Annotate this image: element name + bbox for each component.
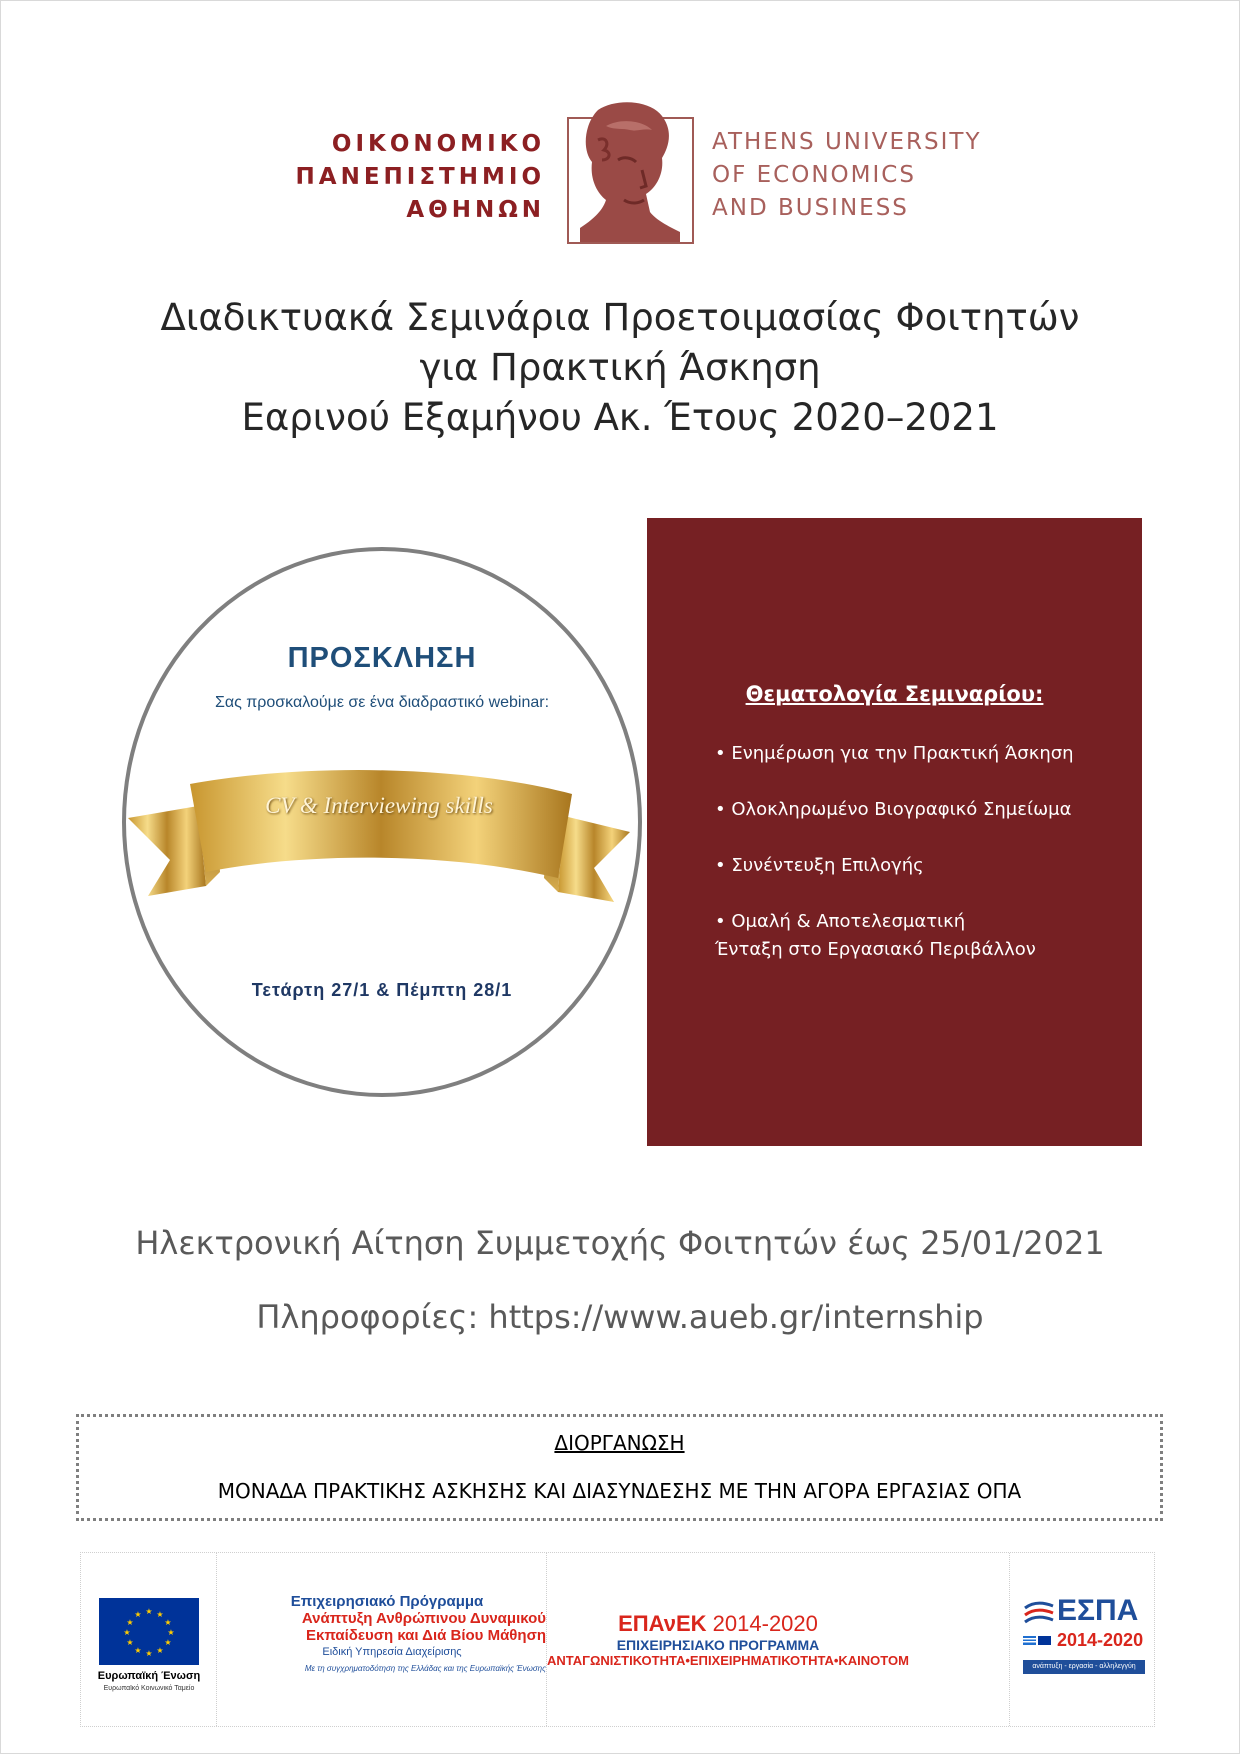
epanek-line: ΕΠΙΧΕΙΡΗΣΙΑΚΟ ΠΡΟΓΡΑΜΜΑ — [616, 1637, 820, 1653]
svg-text:★: ★ — [156, 1610, 164, 1619]
logo-greek-name — [200, 128, 545, 227]
invitation-heading: ΠΡΟΣΚΛΗΣΗ — [287, 642, 477, 674]
title-line: Διαδικτυακά Σεμινάρια Προετοιμασίας Φοιτητών — [160, 296, 1080, 339]
hermes-bust-icon — [558, 100, 698, 245]
info-link[interactable]: Πληροφορίες: https://www.aueb.gr/internship — [256, 1298, 984, 1336]
topic-item — [715, 908, 1135, 964]
organizer-box — [76, 1414, 1163, 1521]
university-logo — [200, 100, 1040, 250]
op-line: Επιχειρησιακό Πρόγραμμα — [290, 1593, 484, 1610]
svg-text:★: ★ — [164, 1638, 172, 1647]
topics-list — [715, 740, 1135, 992]
eu-sublabel: Ευρωπαϊκό Κοινωνικό Ταμείο — [103, 1685, 195, 1692]
operational-programme-logo — [218, 1593, 546, 1673]
espa-name: ΕΣΠΑ — [1057, 1594, 1139, 1627]
svg-text:★: ★ — [134, 1646, 142, 1655]
topic-text: • Ενημέρωση για την Πρακτική Άσκηση — [715, 743, 1074, 764]
svg-text:★: ★ — [145, 1649, 153, 1658]
topic-item — [715, 740, 1135, 768]
svg-text:★: ★ — [123, 1628, 131, 1637]
svg-text:★: ★ — [156, 1646, 164, 1655]
op-line: Με τη συγχρηματοδότηση της Ελλάδας και της Ευρωπαϊκής Ένωσης — [304, 1664, 546, 1673]
ribbon-text: CV & Interviewing skills — [265, 793, 493, 818]
logo-greek-line: ΠΑΝΕΠΙΣΤΗΜΙΟ — [295, 164, 545, 190]
title-line: Εαρινού Εξαμήνου Ακ. Έτους 2020–2021 — [241, 396, 999, 439]
epanek-years: 2014-2020 — [712, 1611, 818, 1636]
eu-label: Ευρωπαϊκή Ένωση — [97, 1670, 201, 1682]
topics-heading: Θεματολογία Σεμιναρίου: — [745, 682, 1044, 706]
invitation-subtitle: Σας προσκαλούμε σε ένα διαδραστικό webinar: — [214, 694, 550, 711]
espa-logo — [1023, 1594, 1145, 1678]
espa-tagline: ανάπτυξη - εργασία - αλληλεγγύη — [1023, 1660, 1145, 1674]
funding-footer — [80, 1552, 1155, 1727]
gold-ribbon-icon — [128, 768, 630, 908]
svg-text:★: ★ — [164, 1618, 172, 1627]
logo-english-name — [712, 126, 1042, 225]
footer-divider — [216, 1553, 217, 1726]
svg-text:★: ★ — [145, 1607, 153, 1616]
logo-english-line: ATHENS UNIVERSITY — [712, 129, 982, 155]
greek-eu-flags-icon — [1023, 1634, 1053, 1652]
espa-years: 2014-2020 — [1057, 1630, 1144, 1650]
logo-greek-line: ΑΘΗΝΩΝ — [406, 197, 545, 223]
epanek-line: ΑΝΤΑΓΩΝΙΣΤΙΚΟΤΗΤΑ•ΕΠΙΧΕΙΡΗΜΑΤΙΚΟΤΗΤΑ•ΚΑΙΝΟΤΟΜ — [547, 1653, 909, 1668]
op-line: Ανάπτυξη Ανθρώπινου Δυναμικού — [301, 1610, 546, 1627]
eu-flag-icon — [99, 1598, 199, 1665]
op-line: Εκπαίδευση και Διά Βίου Μάθηση — [305, 1627, 546, 1644]
application-deadline: Ηλεκτρονική Αίτηση Συμμετοχής Φοιτητών έως 25/01/2021 — [135, 1224, 1105, 1262]
page-title — [60, 293, 1180, 443]
topic-text-continued: Ένταξη στο Εργασιακό Περιβάλλον — [715, 939, 1036, 960]
footer-divider — [1009, 1553, 1010, 1726]
invitation-dates: Τετάρτη 27/1 & Πέμπτη 28/1 — [251, 980, 513, 1000]
topic-text: • Συνέντευξη Επιλογής — [715, 855, 924, 876]
logo-english-line: OF ECONOMICS — [712, 162, 916, 188]
epanek-logo — [547, 1611, 909, 1668]
topic-item — [715, 852, 1135, 880]
epanek-name: ΕΠΑνΕΚ — [618, 1611, 707, 1636]
title-line: για Πρακτική Άσκηση — [419, 346, 821, 389]
topic-text: • Ολοκληρωμένο Βιογραφικό Σημείωμα — [715, 799, 1072, 820]
espa-waves-icon — [1023, 1600, 1055, 1630]
organizer-label: ΔΙΟΡΓΑΝΩΣΗ — [554, 1431, 685, 1455]
logo-english-line: AND BUSINESS — [712, 195, 909, 221]
topics-panel — [647, 518, 1142, 1146]
topic-text: • Ομαλή & Αποτελεσματική — [715, 911, 966, 932]
topic-item — [715, 796, 1135, 824]
logo-greek-line: ΟΙΚΟΝΟΜΙΚΟ — [331, 131, 545, 157]
svg-text:★: ★ — [134, 1610, 142, 1619]
svg-text:★: ★ — [126, 1638, 134, 1647]
epanek-title — [547, 1611, 889, 1637]
organizer-name: ΜΟΝΑΔΑ ΠΡΑΚΤΙΚΗΣ ΑΣΚΗΣΗΣ ΚΑΙ ΔΙΑΣΥΝΔΕΣΗΣ ΜΕ ΤΗΝ ΑΓΟΡΑ ΕΡΓΑΣΙΑΣ ΟΠΑ — [217, 1479, 1022, 1503]
op-line: Ειδική Υπηρεσία Διαχείρισης — [322, 1646, 462, 1658]
svg-text:★: ★ — [126, 1618, 134, 1627]
svg-text:★: ★ — [167, 1628, 175, 1637]
